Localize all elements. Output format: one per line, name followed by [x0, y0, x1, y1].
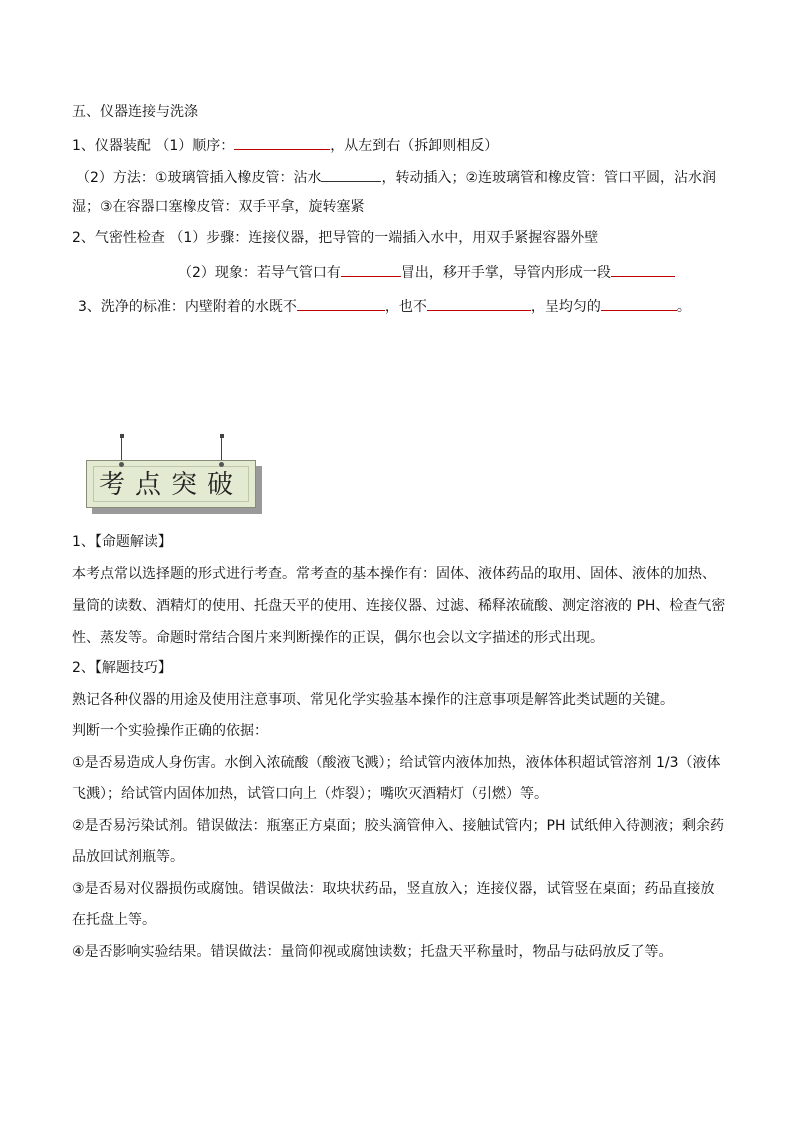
sign-knot-left [119, 462, 124, 467]
text: 。 [676, 299, 691, 315]
text: ，呈均匀的 [530, 299, 601, 315]
paragraph-line: 性、蒸发等。命题时常结合图片来判断操作的正误，偶尔也会以文字描述的形式出现。 [72, 630, 604, 646]
text: （2）现象：若导气管口有 [178, 265, 341, 281]
blank-order[interactable] [234, 134, 330, 150]
blank-wet[interactable] [321, 166, 381, 182]
paragraph-line: ①是否易造成人身伤害。水倒入浓硫酸（酸液飞溅）；给试管内液体加热，液体体积超试管溶剂 1/3（液体 [72, 755, 721, 771]
blank-clean-3[interactable] [601, 295, 677, 311]
sign-title: 考点突破 [98, 470, 243, 500]
blank-clean-1[interactable] [297, 295, 385, 311]
method-line-2: 湿；③在容器口塞橡皮管：双手平拿，旋转塞紧 [72, 199, 365, 215]
clean-standard-line [78, 295, 691, 317]
paragraph-line: 品放回试剂瓶等。 [72, 849, 184, 865]
blank-bubbles[interactable] [341, 261, 401, 277]
text: 1、仪器装配 （1）顺序： [72, 138, 235, 154]
paragraph-line: ②是否易污染试剂。错误做法：瓶塞正方桌面；胶头滴管伸入、接触试管内；PH 试纸伸入待测液；剩余药 [72, 818, 724, 834]
paragraph-line: 熟记各种仪器的用途及使用注意事项、常见化学实验基本操作的注意事项是解答此类试题的关键。 [72, 692, 674, 708]
sign-knot-right [219, 462, 224, 467]
section-title: 五、仪器连接与洗涤 [72, 104, 198, 120]
heading-mingti: 1、【命题解读】 [72, 534, 172, 550]
paragraph-line: 在托盘上等。 [72, 912, 156, 928]
paragraph-line: ③是否易对仪器损伤或腐蚀。错误做法：取块状药品，竖直放入；连接仪器，试管竖在桌面；药品直接放 [72, 881, 715, 897]
paragraph-line: 本考点常以选择题的形式进行考查。常考查的基本操作有：固体、液体药品的取用、固体、液体的加热、 [72, 566, 716, 582]
text: 冒出，移开手掌，导管内形成一段 [400, 265, 611, 281]
text: ，转动插入；②连玻璃管和橡皮管：管口平圆，沾水润 [381, 170, 717, 186]
method-line [76, 166, 716, 188]
airtight-step-line: 2、气密性检查 （1）步骤：连接仪器，把导管的一端插入水中，用双手紧握容器外壁 [72, 230, 599, 246]
paragraph-line: 判断一个实验操作正确的依据： [72, 723, 268, 739]
assembly-order-line [72, 134, 498, 156]
text: ，从左到右（拆卸则相反） [330, 138, 499, 154]
paragraph-line: 飞溅）；给试管内固体加热，试管口向上（炸裂）；嘴吹灭酒精灯（引燃）等。 [72, 786, 548, 802]
paragraph-line: 量筒的读数、酒精灯的使用、托盘天平的使用、连接仪器、过滤、稀释浓硫酸、测定溶液的 PH、检查气密 [72, 598, 726, 614]
paragraph-line: ④是否影响实验结果。错误做法：量筒仰视或腐蚀读数；托盘天平称量时，物品与砝码放反了等。 [72, 944, 673, 960]
text: 3、洗净的标准：内壁附着的水既不 [78, 299, 297, 315]
blank-clean-2[interactable] [427, 295, 531, 311]
blank-water-column[interactable] [611, 261, 675, 277]
text: ，也不 [384, 299, 427, 315]
airtight-phenomenon-line [178, 261, 675, 283]
text: （2）方法：①玻璃管插入橡皮管：沾水 [76, 170, 322, 186]
heading-jieti: 2、【解题技巧】 [72, 660, 172, 676]
kaodian-sign [86, 432, 262, 522]
sign-board [86, 460, 256, 508]
